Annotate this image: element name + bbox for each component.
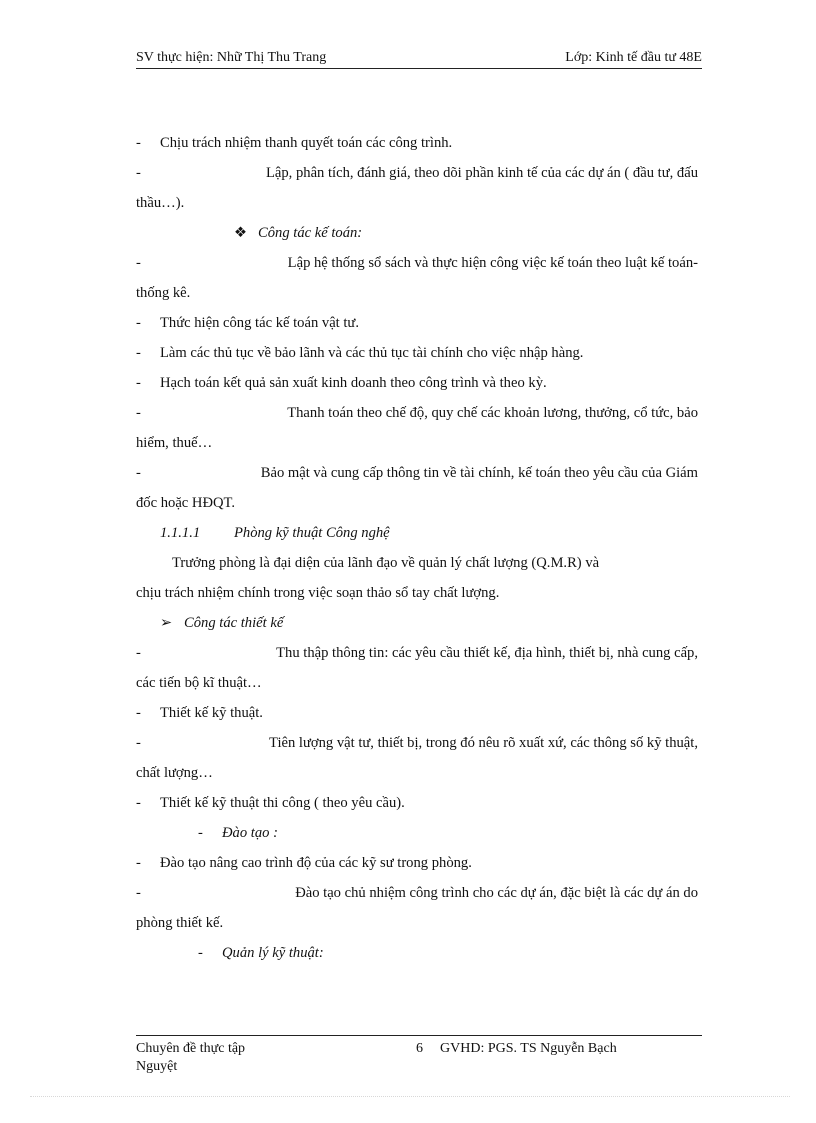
list-item-text: Bảo mật và cung cấp thông tin về tài chính, kế toán theo yêu cầu của Giám [260, 465, 698, 481]
list-item-continuation: các tiến bộ kĩ thuật… [136, 675, 262, 691]
list-item [136, 728, 698, 758]
list-item-text: Lập, phân tích, đánh giá, theo dõi phần kinh tế của các dự án ( đầu tư, đấu [265, 165, 698, 181]
page-boundary [30, 1096, 790, 1097]
footer-advisor: GVHD: PGS. TS Nguyễn Bạch [440, 1041, 617, 1056]
list-item-continuation: phòng thiết kế. [136, 915, 224, 931]
list-item [136, 458, 698, 488]
dash-bullet: - [136, 735, 141, 751]
dash-bullet: - [136, 465, 141, 481]
dash-bullet: - [136, 885, 141, 901]
diamond-bullet-icon: ❖ [234, 225, 248, 241]
header-student: SV thực hiện: Nhữ Thị Thu Trang [136, 50, 327, 65]
list-item [136, 158, 698, 188]
heading-text: Quản lý kỹ thuật: [222, 945, 324, 961]
list-item [136, 878, 698, 908]
list-item-text: Hạch toán kết quả sản xuất kinh doanh theo công trình và theo kỳ. [160, 375, 547, 391]
heading-accounting [136, 218, 698, 248]
heading-tech-management [136, 938, 698, 968]
heading-design [136, 608, 698, 638]
dash-bullet: - [198, 945, 203, 961]
list-item-text: Tiên lượng vật tư, thiết bị, trong đó nêu rõ xuất xứ, các thông số kỹ thuật, [269, 735, 698, 751]
list-item [136, 368, 698, 398]
list-item-continuation: hiểm, thuế… [136, 435, 213, 451]
list-item-text: Thu thập thông tin: các yêu cầu thiết kế, địa hình, thiết bị, nhà cung cấp, [276, 645, 698, 661]
list-item [136, 128, 698, 158]
list-item-text: Thiết kế kỹ thuật. [160, 705, 263, 721]
dash-bullet: - [136, 645, 141, 661]
list-item-text: Lập hệ thống sổ sách và thực hiện công việc kế toán theo luật kế toán- [287, 255, 698, 271]
list-item-continuation: thống kê. [136, 285, 191, 301]
dash-bullet: - [136, 705, 141, 721]
list-item-continuation: chất lượng… [136, 765, 213, 781]
list-item [136, 398, 698, 428]
footer-left [136, 1040, 245, 1076]
list-item-text: Đào tạo chủ nhiệm công trình cho các dự án, đặc biệt là các dự án do [295, 885, 698, 901]
heading-text: Công tác kế toán: [258, 225, 363, 241]
dash-bullet: - [198, 825, 203, 841]
paragraph-line: chịu trách nhiệm chính trong việc soạn thảo sổ tay chất lượng. [136, 585, 500, 601]
list-item-text: Thiết kế kỹ thuật thi công ( theo yêu cầu). [160, 795, 405, 811]
dash-bullet: - [136, 255, 141, 271]
arrow-bullet-icon: ➢ [160, 615, 173, 631]
list-item-continuation: đốc hoặc HĐQT. [136, 495, 236, 511]
footer-name-cont: Nguyệt [136, 1059, 178, 1074]
dash-bullet: - [136, 345, 141, 361]
section-number: 1.1.1.1 [160, 525, 201, 541]
dash-bullet: - [136, 315, 141, 331]
paragraph-text: Trưởng phòng là đại diện của lãnh đạo về quản lý chất lượng (Q.M.R) và [172, 555, 600, 571]
footer-rule [136, 1035, 702, 1036]
document-body [136, 128, 698, 968]
paragraph-line [136, 548, 698, 578]
dash-bullet: - [136, 135, 141, 151]
dash-bullet: - [136, 375, 141, 391]
list-item-text: Chịu trách nhiệm thanh quyết toán các công trình. [160, 135, 453, 151]
list-item-text: Thức hiện công tác kế toán vật tư. [160, 315, 359, 331]
list-item [136, 698, 698, 728]
section-heading [136, 518, 698, 548]
footer-report-title: Chuyên đề thực tập [136, 1041, 246, 1056]
header-class: Lớp: Kinh tế đầu tư 48E [565, 50, 702, 65]
list-item [136, 638, 698, 668]
list-item-text: Thanh toán theo chế độ, quy chế các khoản lương, thưởng, cổ tức, bảo [287, 405, 698, 421]
heading-text: Đào tạo : [222, 825, 278, 841]
list-item [136, 308, 698, 338]
list-item [136, 338, 698, 368]
list-item-continuation: thầu…). [136, 195, 185, 211]
page-header [136, 50, 702, 69]
dash-bullet: - [136, 795, 141, 811]
list-item-text: Đào tạo nâng cao trình độ của các kỹ sư trong phòng. [160, 855, 472, 871]
section-title: Phòng kỹ thuật Công nghệ [234, 525, 390, 541]
list-item [136, 788, 698, 818]
list-item [136, 848, 698, 878]
dash-bullet: - [136, 405, 141, 421]
page-number: 6 [416, 1041, 423, 1056]
heading-training [136, 818, 698, 848]
heading-text: Công tác thiết kế [184, 615, 284, 631]
list-item-text: Làm các thủ tục về bảo lãnh và các thủ tục tài chính cho việc nhập hàng. [160, 345, 584, 361]
dash-bullet: - [136, 165, 141, 181]
list-item [136, 248, 698, 278]
dash-bullet: - [136, 855, 141, 871]
